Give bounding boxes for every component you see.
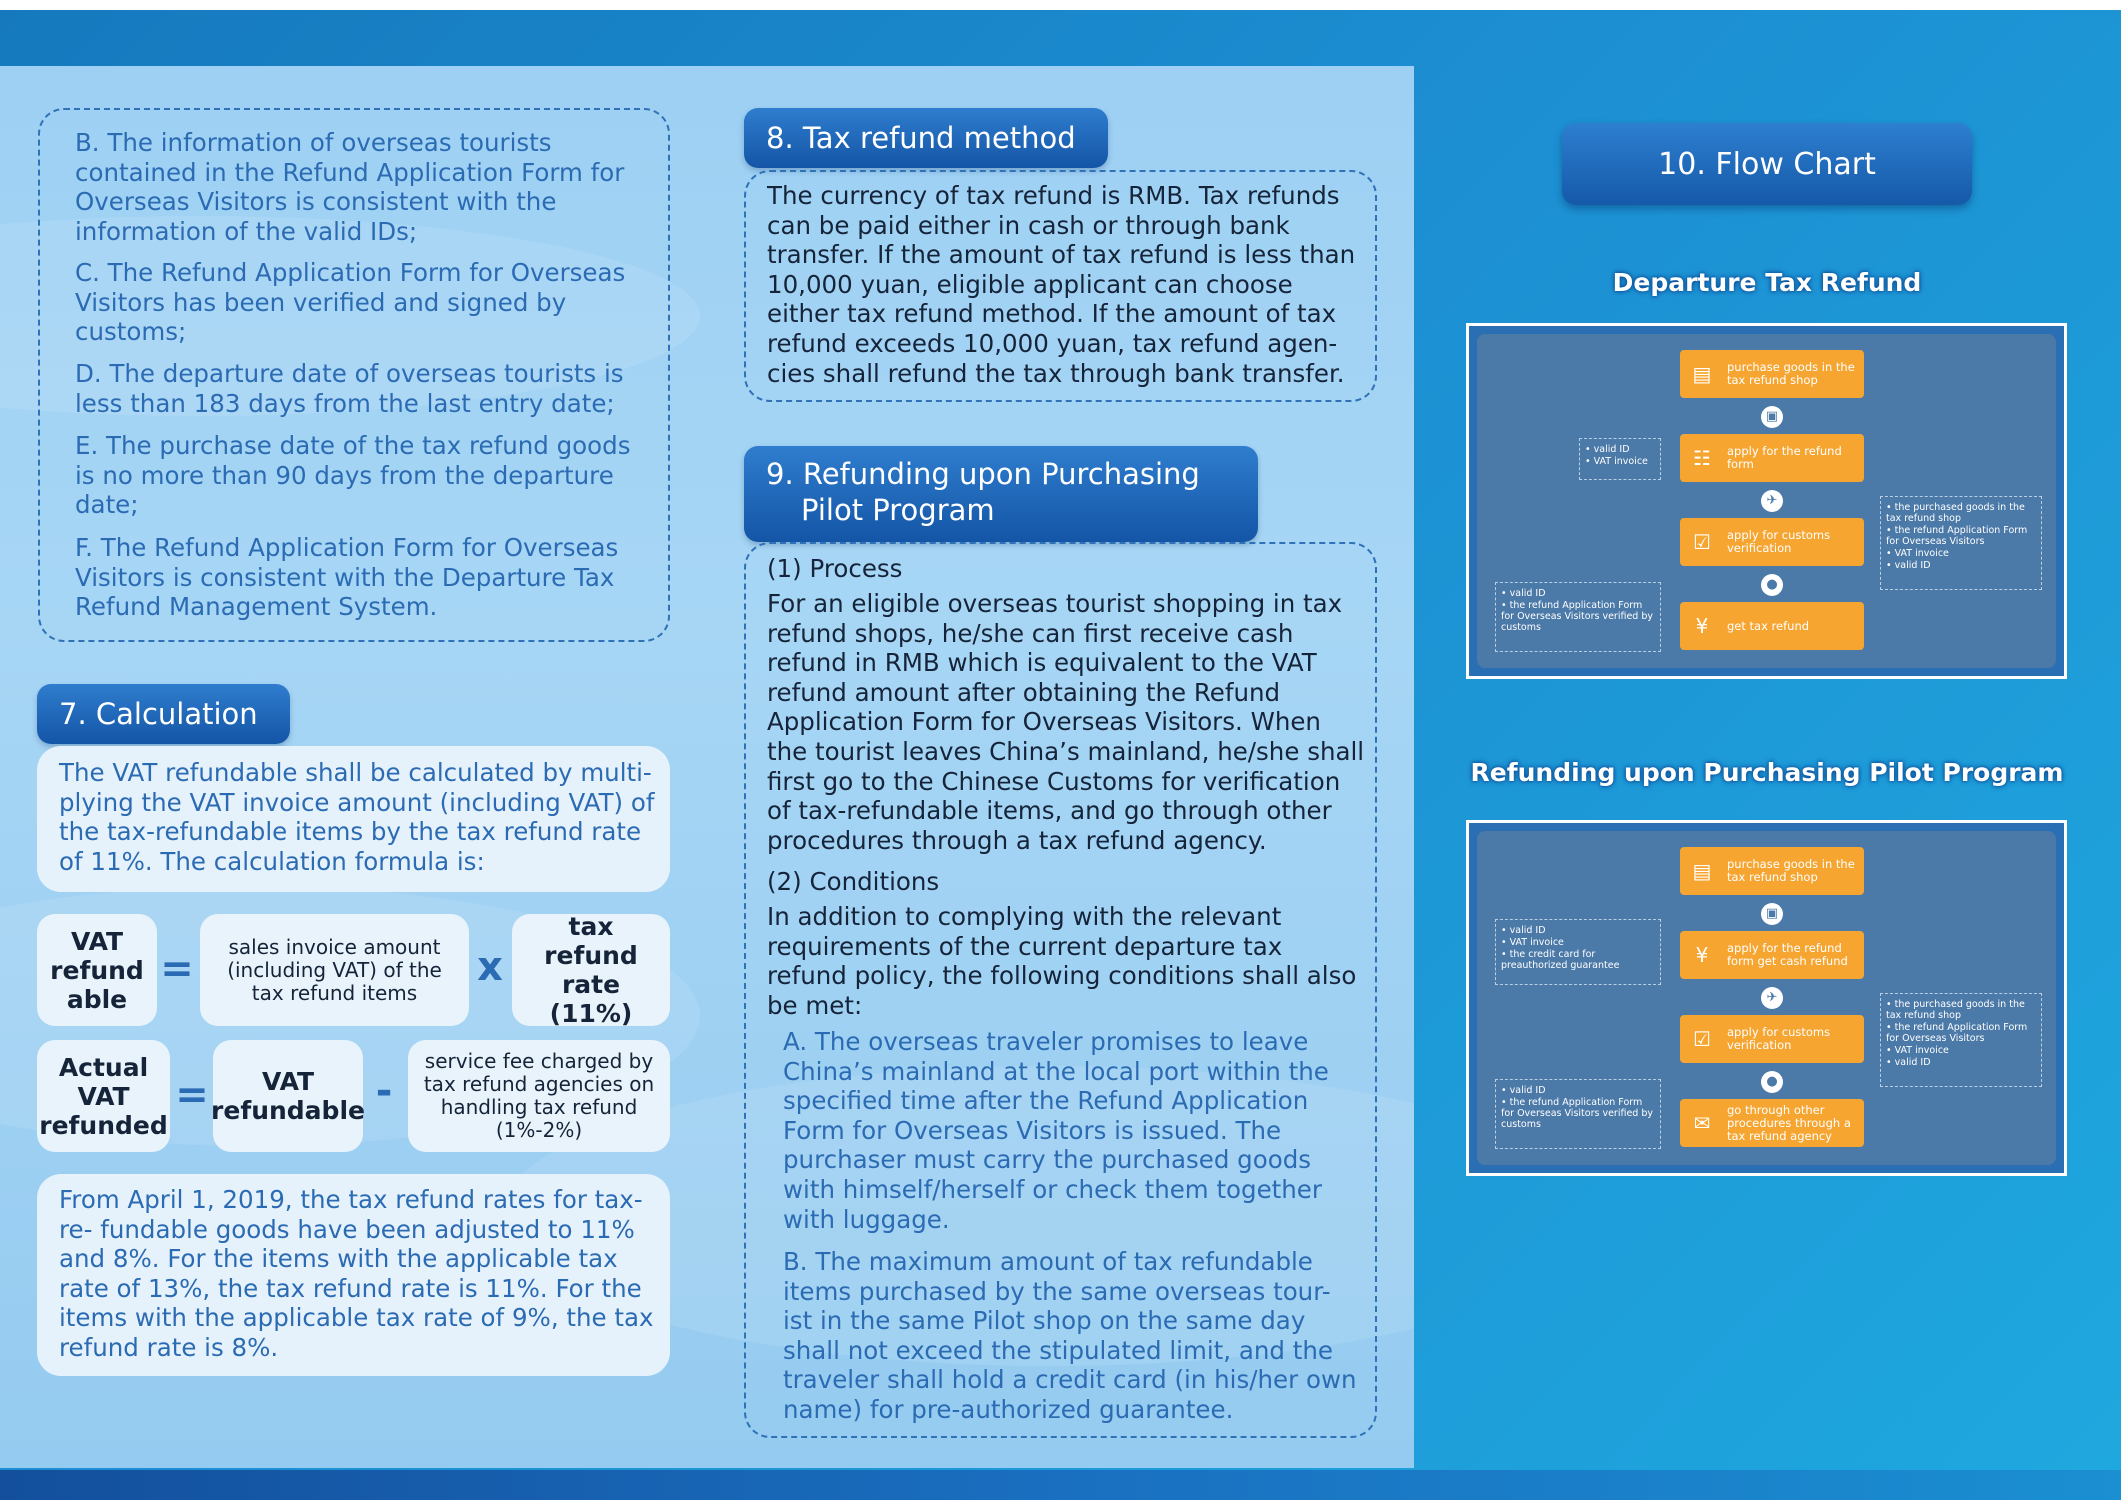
chart2-step-agency bbox=[1680, 1099, 1864, 1147]
formula1-multiply: x bbox=[477, 944, 503, 990]
formula2-lhs-text: Actual VAT refunded bbox=[39, 1052, 168, 1140]
chart2-side-c-item: • the refund Application Form for Overseas Visitors verified by customs bbox=[1501, 1097, 1653, 1130]
condition-a-text: A. The overseas traveler promises to leave China’s mainland at the local port within the specified time after the Refund Application Form for Overseas Visitors is issued. The purchaser must carry the purchased goods with himself/herself or check them together with luggage. bbox=[783, 1027, 1329, 1234]
conditions-heading: (2) Conditions bbox=[767, 867, 940, 896]
formula2-term2 bbox=[408, 1040, 670, 1152]
chart1-side-c-item: • the refund Application Form for Overseas Visitors verified by customs bbox=[1501, 600, 1653, 633]
chart2-side-c bbox=[1495, 1079, 1661, 1149]
refund-method-text: The currency of tax refund is RMB. Tax refunds can be paid either in cash or through bank transfer. If the amount of tax refund is less than 10,000 yuan, eligible applicant can choose either tax refund method. If the amount of tax refund exceeds 10,000 yuan, tax refund agen- cies shall refund the tax through bank transfer. bbox=[767, 181, 1356, 388]
section-9-title-line2: Pilot Program bbox=[801, 493, 995, 527]
chart1-side-b-item: • VAT invoice bbox=[1886, 548, 1949, 559]
formula1-term1 bbox=[200, 914, 469, 1026]
formula2-term1-text: VAT refundable bbox=[211, 1067, 365, 1125]
chart2-step4-label: go through other procedures through a tax refund agency bbox=[1727, 1102, 1851, 1143]
chart1-side-c bbox=[1495, 582, 1661, 652]
customs-officer-icon: ● bbox=[1761, 574, 1783, 596]
condition-c-text: C. The Refund Application Form for Overseas Visitors has been verified and signed by customs; bbox=[75, 258, 626, 347]
formula2-term1 bbox=[213, 1040, 363, 1152]
chart1-step4-label: get tax refund bbox=[1727, 618, 1810, 633]
customs-officer-icon: ● bbox=[1761, 1071, 1783, 1093]
condition-d-text: D. The departure date of overseas tourists is less than 183 days from the last entry date; bbox=[75, 359, 624, 418]
chart1-step1-label: purchase goods in the tax refund shop bbox=[1727, 360, 1855, 387]
document-check-icon: ☑ bbox=[1693, 530, 1711, 554]
formula2-term2-text: service fee charged by tax refund agencies on handling tax refund (1%-2%) bbox=[423, 1049, 655, 1142]
airplane-icon: ✈ bbox=[1761, 490, 1783, 512]
formula1-lhs-text: VAT refund able bbox=[50, 926, 144, 1014]
chart1-step-purchase bbox=[1680, 350, 1864, 398]
tax-rate-note-text: From April 1, 2019, the tax refund rates for tax-re- fundable goods have been adjusted to 11% and 8%. For the items with the applicable tax rate of 13%, the tax refund rate is 11%. For the items with the applicable tax rate of 9%, the tax refund rate is 8%. bbox=[59, 1185, 654, 1362]
calculation-intro-text: The VAT refundable shall be calculated by multi- plying the VAT invoice amount (including VAT) of the tax-refundable items by the tax refund rate of 11%. The calculation formula is: bbox=[59, 758, 655, 876]
pilot-flow-chart bbox=[1466, 820, 2067, 1176]
chart1-side-b-item: • the refund Application Form for Overseas Visitors bbox=[1886, 525, 2028, 547]
chart2-step3-label: apply for customs verification bbox=[1727, 1025, 1831, 1052]
formula1-term2 bbox=[512, 914, 670, 1026]
section-7-title: 7. Calculation bbox=[37, 684, 290, 744]
chart1-side-b-item: • valid ID bbox=[1886, 560, 1931, 571]
chart2-side-a bbox=[1495, 919, 1661, 985]
condition-f-text: F. The Refund Application Form for Overseas Visitors is consistent with the Departure Tax Refund Management System. bbox=[75, 533, 619, 622]
section-8-title: 8. Tax refund method bbox=[744, 108, 1108, 168]
chart1-step3-label: apply for customs verification bbox=[1727, 528, 1831, 555]
conditions-text: In addition to complying with the relevant requirements of the current departure tax refund policy, the following conditions shall also be met: bbox=[767, 902, 1357, 1020]
chart2-side-b-item: • the refund Application Form for Overseas Visitors bbox=[1886, 1022, 2028, 1044]
chart2-step-customs bbox=[1680, 1015, 1864, 1063]
chart1-step-get-refund bbox=[1680, 602, 1864, 650]
chart1-side-a-item: • VAT invoice bbox=[1585, 456, 1648, 467]
condition-b2-text: B. The maximum amount of tax refundable items purchased by the same overseas tour- ist in the same Pilot shop on the same day shall not exceed the stipulated limit, and the traveler shall hold a credit card (in his/her own name) for pre-authorized guarantee. bbox=[783, 1247, 1357, 1424]
airplane-icon: ✈ bbox=[1761, 987, 1783, 1009]
formula2-lhs bbox=[37, 1040, 170, 1152]
chart1-side-b bbox=[1880, 496, 2042, 590]
chart1-background bbox=[1477, 334, 2056, 668]
chart2-title: Refunding upon Purchasing Pilot Program bbox=[1470, 758, 2064, 787]
chart1-side-a bbox=[1579, 438, 1661, 480]
chart1-side-a-item: • valid ID bbox=[1585, 444, 1630, 455]
cash-icon: ¥ bbox=[1695, 943, 1709, 967]
chart2-side-a-item: • the credit card for preauthorized guarantee bbox=[1501, 949, 1620, 971]
section-10-title: 10. Flow Chart bbox=[1562, 123, 1972, 205]
chart2-side-b-item: • the purchased goods in the tax refund shop bbox=[1886, 999, 2025, 1021]
envelope-icon: ✉ bbox=[1693, 1111, 1711, 1135]
monitor-icon: ▣ bbox=[1761, 903, 1783, 925]
section-9-title-line1: 9. Refunding upon Purchasing bbox=[766, 457, 1200, 491]
formula1-term2-text: tax refund rate (11%) bbox=[544, 912, 638, 1028]
departure-flow-chart bbox=[1466, 323, 2067, 679]
chart2-side-b-item: • VAT invoice bbox=[1886, 1045, 1949, 1056]
chart2-step-apply-form bbox=[1680, 931, 1864, 979]
shopping-bag-icon: ▤ bbox=[1692, 859, 1712, 883]
document-check-icon: ☑ bbox=[1693, 1027, 1711, 1051]
formula1-equals: = bbox=[160, 946, 194, 992]
chart2-step1-label: purchase goods in the tax refund shop bbox=[1727, 857, 1855, 884]
condition-b-text: B. The information of overseas tourists contained in the Refund Application Form for Overseas Visitors is consistent with the information of the valid IDs; bbox=[75, 128, 625, 246]
cash-icon: ¥ bbox=[1695, 614, 1709, 638]
chart2-step-purchase bbox=[1680, 847, 1864, 895]
chart1-side-c-item: • valid ID bbox=[1501, 588, 1546, 599]
chart1-side-b-item: • the purchased goods in the tax refund shop bbox=[1886, 502, 2025, 524]
formula1-lhs bbox=[37, 914, 157, 1026]
chart1-title: Departure Tax Refund bbox=[1612, 268, 1922, 297]
chart1-step-apply-form bbox=[1680, 434, 1864, 482]
chart2-side-b-item: • valid ID bbox=[1886, 1057, 1931, 1068]
condition-e-text: E. The purchase date of the tax refund goods is no more than 90 days from the departure date; bbox=[75, 431, 631, 520]
chart2-step2-label: apply for the refund form get cash refund bbox=[1727, 941, 1848, 968]
chart1-step2-label: apply for the refund form bbox=[1727, 444, 1842, 471]
process-heading: (1) Process bbox=[767, 554, 903, 583]
chart2-side-b bbox=[1880, 993, 2042, 1087]
formula2-equals: = bbox=[175, 1072, 209, 1118]
formula1-term1-text: sales invoice amount (including VAT) of the tax refund items bbox=[227, 934, 442, 1005]
process-text: For an eligible overseas tourist shopping in tax refund shops, he/she can first receive cash refund in RMB which is equivalent to the VAT refund amount after obtaining the Refund Application Form for Overseas Visitors. When the tourist leaves China’s mainland, he/she shall first go to the Chinese Customs for verification of tax-refundable items, and go through other procedures through a tax refund agency. bbox=[767, 589, 1365, 855]
form-icon: ☷ bbox=[1693, 446, 1711, 470]
chart1-step-customs bbox=[1680, 518, 1864, 566]
chart2-side-a-item: • VAT invoice bbox=[1501, 937, 1564, 948]
chart2-background bbox=[1477, 831, 2056, 1165]
formula2-minus: - bbox=[375, 1068, 393, 1114]
chart2-side-c-item: • valid ID bbox=[1501, 1085, 1546, 1096]
monitor-icon: ▣ bbox=[1761, 406, 1783, 428]
chart2-side-a-item: • valid ID bbox=[1501, 925, 1546, 936]
shopping-bag-icon: ▤ bbox=[1692, 362, 1712, 386]
section-9-title bbox=[744, 446, 1258, 542]
bottom-band bbox=[0, 1470, 2121, 1500]
